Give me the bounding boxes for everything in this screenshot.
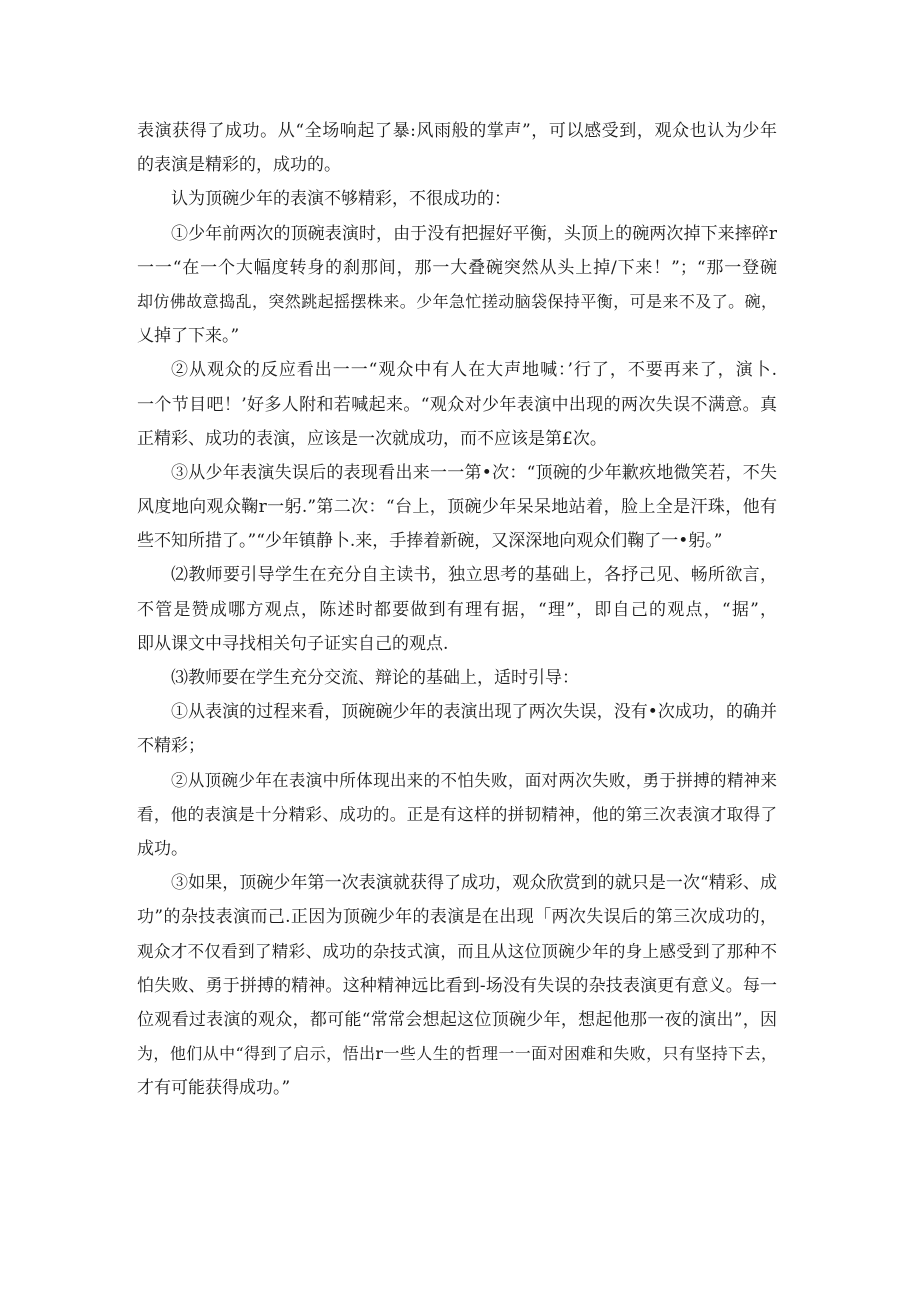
text-line: 不精彩； [137,736,205,757]
text-line: ②从观众的反应看出一一“观众中有人在大声地喊：’行了，不要再来了，演卜. [171,360,777,381]
text-line: 为，他们从中“得到了启示，悟出r一些人生的哲理一一面对困难和失败，只有坚持下去， [137,1044,777,1064]
text-line: ②从顶碗少年在表演中所体现出来的不怕失败，面对两次失败，勇于拼搏的精神来 [171,770,777,790]
text-line: 风度地向观众鞠r一躬.”第二次：“台上，顶碗少年呆呆地站着，脸上全是汗珠，他有 [137,497,777,518]
text-line: 位观看过表演的观众，都可能“常常会想起这位顶碗少年，想起他那一夜的演出”，因 [137,1009,777,1030]
text-line: 怕失败、勇于拼搏的精神。这种精神远比看到-场没有失误的杂技表演更有意义。每一 [137,975,777,996]
text-line: 的表演是精彩的，成功的。 [137,155,341,176]
text-line: ⑵教师要引导学生在充分自主读书，独立思考的基础上，各抒己见、畅所欲言， [171,565,777,586]
text-line: 一一“在一个大幅度转身的刹那间，那一大叠碗突然从头上掉/下来！”；“那一登碗 [137,257,777,278]
text-line: 乂掉了下来。” [137,326,240,347]
text-line: 表演获得了成功。从“全场响起了暴:风雨般的掌声”，可以感受到，观众也认为少年 [137,121,777,141]
text-line: 一个节目吧！’好多人附和若喊起来。“观众对少年表演中出现的两次失误不满意。真 [137,394,777,415]
text-line: 功”的杂技表演而己.正因为顶碗少年的表演是在出现「两次失误后的第三次成功的， [137,907,777,928]
text-line: 些不知所措了。”“少年镇静卜.来，手捧着新碗，又深深地向观众们鞠了一•躬。” [137,531,723,552]
text-line: 认为顶碗少年的表演不够精彩，不很成功的： [171,189,511,210]
text-line: 才有可能获得成功。” [137,1078,291,1099]
text-line: ①少年前两次的顶碗表演时，由于没有把握好平衡，头顶上的碗两次掉下来摔碎r [171,223,777,244]
text-line: ③从少年表演失误后的表现看出来一一第•次：“顶碗的少年歉疚地微笑若，不失 [171,462,777,483]
document-body [137,114,777,1105]
text-line: 正精彩、成功的表演，应该是一次就成功，而不应该是第£次。 [137,428,607,449]
text-line: 成功。 [137,838,188,859]
text-line: 不管是赞成哪方观点，陈述时都要做到有理有据，“理”，即自己的观点，“据”， [137,599,777,620]
text-line: 观众才不仅看到了精彩、成功的杂技式演，而且从这位顶碗少年的身上感受到了那种不 [137,941,777,961]
text-line: ③如果，顶碗少年第一次表演就获得了成功，观众欣赏到的就只是一次“精彩、成 [171,873,777,894]
text-line: ①从表演的过程来看，顶碗碗少年的表演出现了两次失误，没有•次成功，的确并 [171,702,777,723]
text-line: 看，他的表演是十分精彩、成功的。正是有这样的拼韧精神，他的第三次表演才取得了 [137,804,777,824]
text-line: 即从课文中寻找相关句子证实自己的观点. [137,633,449,654]
text-line: 却仿佛故意捣乱，突然跳起摇摆株来。少年急忙搓动脑袋保持平衡，可是来不及了。碗， [137,291,777,311]
text-line: ⑶教师要在学生充分交流、辩论的基础上，适时引导： [171,668,579,688]
